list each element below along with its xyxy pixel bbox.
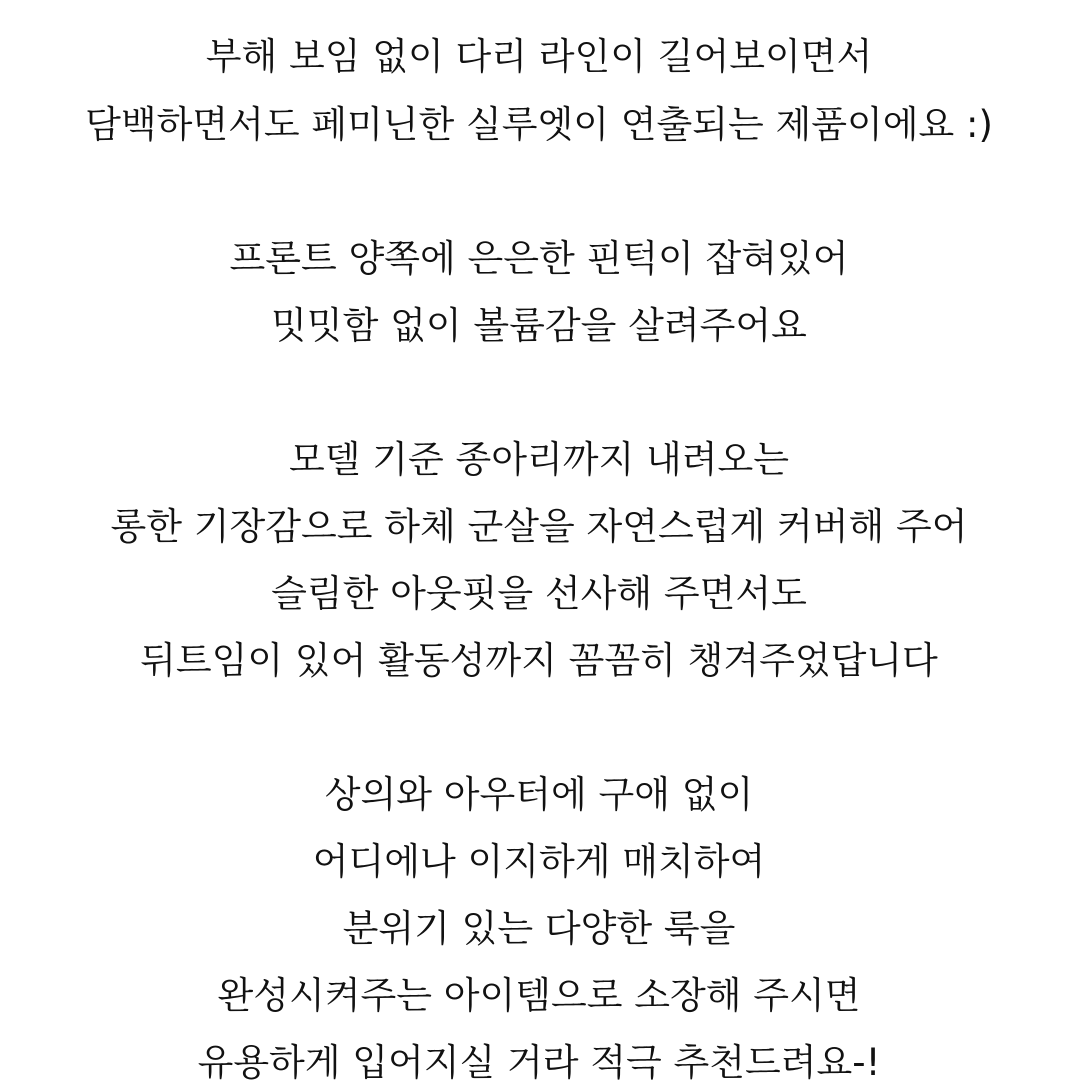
text-line: 밋밋함 없이 볼륨감을 살려주어요 (271, 304, 807, 347)
text-line: 부해 보임 없이 다리 라인이 길어보이면서 (205, 35, 873, 78)
text-line: 모델 기준 종아리까지 내려오는 (289, 438, 789, 481)
text-line: 롱한 기장감으로 하체 군살을 자연스럽게 커버해 주어 (110, 505, 968, 548)
text-line: 상의와 아우터에 구애 없이 (324, 773, 754, 816)
text-line: 뒤트임이 있어 활동성까지 꼼꼼히 챙겨주었답니다 (140, 639, 938, 682)
text-line: 분위기 있는 다양한 룩을 (342, 907, 736, 950)
text-line: 담백하면서도 페미닌한 실루엣이 연출되는 제품이에요 :) (85, 103, 993, 146)
text-line: 프론트 양쪽에 은은한 핀턱이 잡혀있어 (229, 237, 849, 280)
text-line: 어디에나 이지하게 매치하여 (312, 840, 766, 883)
text-line: 슬림한 아웃핏을 선사해 주면서도 (271, 572, 807, 615)
text-line: 완성시켜주는 아이템으로 소장해 주시면 (217, 974, 861, 1017)
text-line: 유용하게 입어지실 거라 적극 추천드려요-! (197, 1041, 881, 1084)
